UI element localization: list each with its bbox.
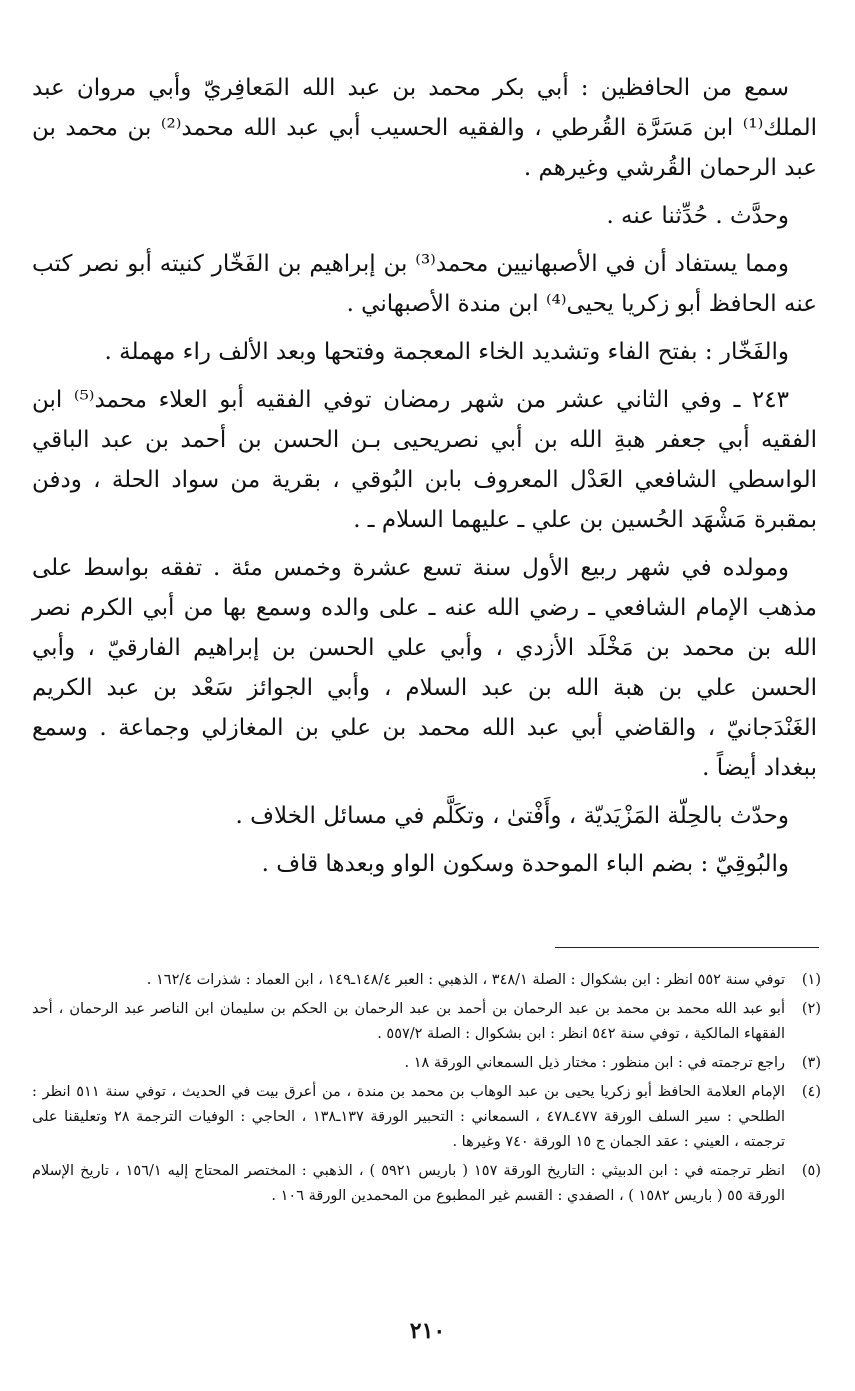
footnote-separator [555, 947, 819, 948]
page-number: ٢١٠ [409, 1318, 446, 1344]
footnote [32, 1159, 821, 1209]
entry-paragraph: ٢٤٣ ـ وفي الثاني عشر من شهر رمضان توفي الفقيه أبو العلاء محمد⁽⁵⁾ ابن الفقيه أبي جعفر هبةِ الله بن أبي نصريحيى بـن الحسن بن أحمد بن عبد الباقي الواسطي الشافعي العَدْل المعروف بابن البُوقي ، بقرية من سواد الحلة ، ودفن بمقبرة مَشْهَد الحُسين بن علي ـ عليهما السلام ـ . [32, 387, 817, 533]
footnote-number: (١) [801, 972, 821, 988]
footnote [32, 968, 821, 993]
footnote-number: (٣) [801, 1055, 821, 1071]
footnote-number: (٤) [801, 1084, 821, 1100]
paragraph: سمع من الحافظين : أبي بكر محمد بن عبد الله المَعافِريّ وأبي مروان عبد الملك⁽¹⁾ ابن مَسَرَّة القُرطي ، والفقيه الحسيب أبي عبد الله محمد⁽²⁾ بن محمد بن عبد الرحمان القُرشي وغيرهم . [32, 75, 817, 181]
footnote [32, 1051, 821, 1076]
footnote [32, 997, 821, 1047]
footnote-text: أبو عبد الله محمد بن محمد بن عبد الرحمان بن أحمد بن عبد الرحمان بن الحكم بن سليمان ابن الناصر عبد الرحمان ، أحد الفقهاء المالكية ، توفي سنة ٥٤٢ انظر : ابن بشكوال : الصلة ٥٥٧/٢ . [32, 1001, 785, 1042]
footnote-text: راجع ترجمته في : ابن منظور : مختار ذيل السمعاني الورقة ١٨ . [404, 1055, 785, 1071]
paragraph: وحدّث بالحِلّة المَزْيَديّة ، وأَفْتىٰ ، وتكَلَّم في مسائل الخلاف . [235, 803, 789, 829]
footnote-text: انظر ترجمته في : ابن الدبيثي : التاريخ الورقة ١٥٧ ( باريس ٥٩٢١ ) ، الذهبي : المختصر المحتاج إليه ١٥٦/١ ، تاريخ الإسلام الورقة ٥٥ ( باريس ١٥٨٢ ) ، الصفدي : القسم غير المطبوع من المحمدين الورقة ١٠٦ . [32, 1163, 786, 1204]
paragraph: وحدَّث . حُدِّثنا عنه . [606, 203, 789, 229]
footnote-text: توفي سنة ٥٥٢ انظر : ابن بشكوال : الصلة ٣٤٨/١ ، الذهبي : العبر ١٤٨/٤ـ١٤٩ ، ابن العماد : شذرات ١٦٢/٤ . [146, 972, 785, 988]
main-text [32, 68, 817, 892]
paragraph: ومما يستفاد أن في الأصبهانيين محمد⁽³⁾ بن إبراهيم بن الفَخّار كنيته أبو نصر كتب عنه الحافظ أبو زكريا يحيى⁽⁴⁾ ابن مندة الأصبهاني . [32, 251, 817, 317]
paragraph: والفَخّار : بفتح الفاء وتشديد الخاء المعجمة وفتحها وبعد الألف راء مهملة . [104, 339, 789, 365]
footnote-text: الإمام العلامة الحافظ أبو زكريا يحيى بن عبد الوهاب بن محمد بن مندة ، من أعرق بيت في الحديث ، توفي سنة ٥١١ انظر : الطلحي : سير السلف الورقة ٤٧٧ـ٤٧٨ ، السمعاني : التحبير الورقة ١٣٧ـ١٣٨ ، الحاجي : الوفيات الترجمة ٢٨ وتعليقنا على ترجمته ، العيني : عقد الجمان ج ١٥ الورقة ٧٤٠ وغيرها . [32, 1084, 786, 1150]
footnotes [32, 968, 821, 1213]
footnote [32, 1080, 821, 1155]
footnote-number: (٥) [801, 1163, 821, 1179]
paragraph: والبُوقِيّ : بضم الباء الموحدة وسكون الواو وبعدها قاف . [261, 851, 789, 877]
footnote-number: (٢) [801, 1001, 821, 1017]
paragraph: ومولده في شهر ربيع الأول سنة تسع عشرة وخمس مئة . تفقه بواسط على مذهب الإمام الشافعي ـ رضي الله عنه ـ على والده وسمع بها من أبي الكرم نصر الله بن محمد بن مَخْلَد الأزدي ، وأبي علي الحسن بن إبراهيم الفارقيّ ، وأبي الحسن علي بن هبة الله بن عبد السلام ، وأبي الجوائز سَعْد بن عبد الكريم الغَنْدَجانيّ ، والقاضي أبي عبد الله محمد بن علي بن المغازلي وجماعة . وسمع ببغداد أيضاً . [32, 555, 817, 781]
